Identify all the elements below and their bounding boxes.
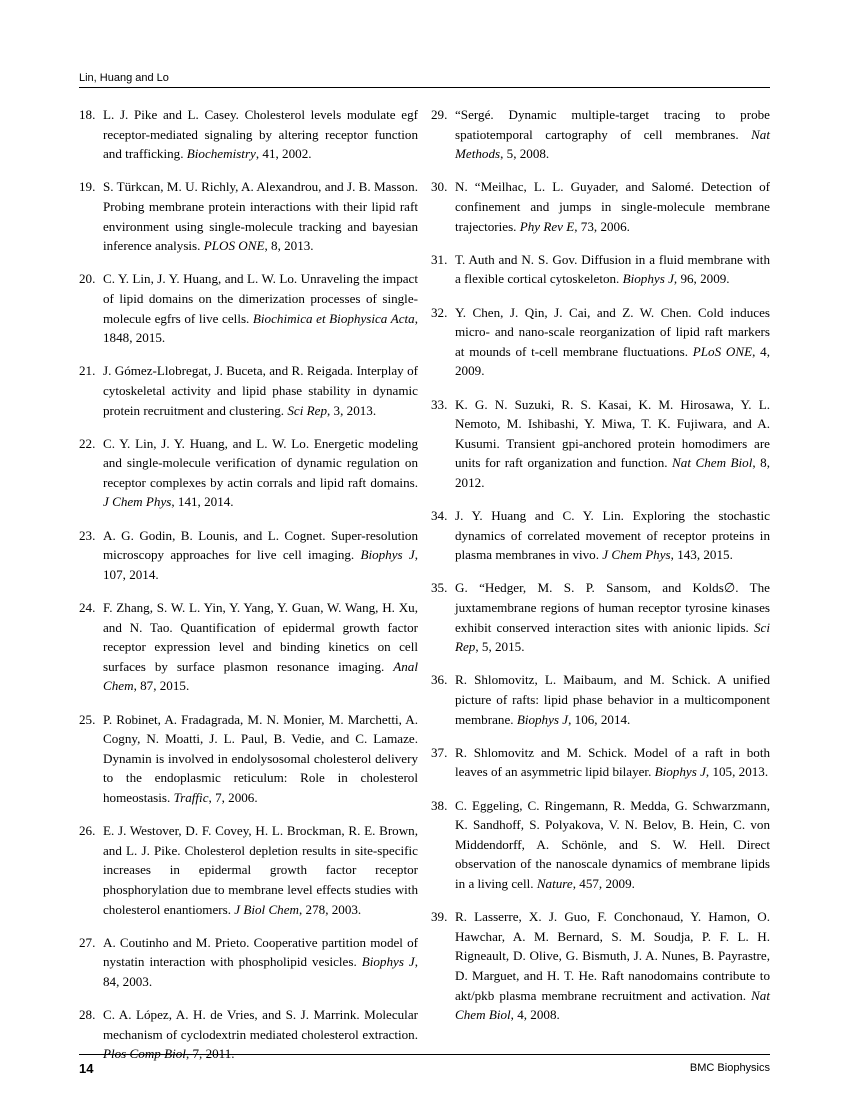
reference-item [431, 743, 770, 782]
reference-item [79, 710, 418, 808]
reference-venue: J Chem Phys [103, 494, 172, 510]
reference-venue: Plos Comp Biol [103, 1046, 186, 1062]
reference-venue: Biophys J [516, 711, 569, 727]
reference-text: F. Zhang, S. W. L. Yin, Y. Yang, Y. Guan, W. Wang, H. Xu, and N. Tao. Quantification of epidermal growth factor receptor expression level and binding kinetics on cell surfaces by surface plasmon resonance imaging. [103, 600, 418, 674]
reference-number: 25. [79, 711, 96, 727]
reference-text: S. Türkcan, M. U. Richly, A. Alexandrou, and J. B. Masson. Probing membrane protein interactions with their lipid raft environment using single-molecule tracking and bayesian inference analysis. [103, 179, 418, 254]
reference-details: , 73, 2006. [574, 218, 630, 234]
reference-details: , 143, 2015. [670, 547, 733, 563]
reference-details: , 5, 2008. [500, 146, 550, 162]
reference-venue: Phy Rev E [519, 218, 575, 234]
reference-number: 30. [431, 179, 448, 195]
reference-text: A. G. Godin, B. Lounis, and L. Cognet. Super-resolution microscopy approaches for live cell imaging. [103, 527, 418, 563]
reference-text: T. Auth and N. S. Gov. Diffusion in a fluid membrane with a flexible cortical cytoskeleton. [455, 251, 770, 287]
reference-details: , 4, 2009. [455, 343, 770, 379]
reference-item [431, 907, 770, 1025]
reference-text: R. Shlomovitz, L. Maibaum, and M. Schick. A unified picture of rafts: lipid phase behavior in a multicomponent membrane. [455, 672, 770, 727]
reference-item [431, 578, 770, 656]
reference-item [79, 526, 418, 585]
reference-item [79, 177, 418, 255]
reference-number: 31. [431, 251, 448, 267]
reference-details: , 106, 2014. [568, 711, 631, 727]
reference-item [431, 303, 770, 381]
reference-text: Y. Chen, J. Qin, J. Cai, and Z. W. Chen. Cold induces micro- and nano-scale reorganization of lipid raft markers at mounds of t-cell membrane fluctuations. [455, 304, 770, 359]
reference-text: P. Robinet, A. Fradagrada, M. N. Monier, M. Marchetti, A. Cogny, N. Moatti, J. L. Paul, B. Vedie, and C. Lamaze. Dynamin is involved in endolysosomal cholesterol delivery to the endoplasmic reticulum: Role in cholesterol homeostasis. [103, 711, 418, 805]
reference-venue: Nat Methods [455, 126, 770, 162]
reference-venue: Nat Chem Biol [455, 987, 770, 1023]
header-authors: Lin, Huang and Lo [79, 72, 169, 84]
reference-venue: Nature [536, 875, 573, 891]
reference-venue: Nat Chem Biol [672, 455, 753, 471]
reference-number: 35. [431, 580, 448, 596]
journal-name: BMC Biophysics [689, 1062, 770, 1074]
reference-text: N. “Meilhac, L. L. Guyader, and Salomé. Detection of confinement and jumps in single-molecule membrane trajectories. [455, 179, 770, 234]
reference-details: , 278, 2003. [299, 901, 362, 917]
reference-venue: Biochimica et Biophysica Acta [252, 310, 415, 326]
reference-number: 37. [431, 744, 448, 760]
reference-number: 21. [79, 363, 96, 379]
reference-text: C. Eggeling, C. Ringemann, R. Medda, G. Schwarzmann, K. Sandhoff, S. Polyakova, V. N. Belov, B. Hein, C. von Middendorff, A. Schönle, and S. W. Hell. Direct observation of the nanoscale dynamics of membrane lipids in a living cell. [455, 797, 770, 891]
reference-details: , 1848, 2015. [103, 310, 418, 346]
reference-venue: PLoS ONE [692, 343, 753, 359]
reference-text: C. Y. Lin, J. Y. Huang, and L. W. Lo. Energetic modeling and single-molecule verification of dynamic regulation on receptor complexes by actin corrals and lipid raft domains. [103, 435, 418, 490]
reference-details: , 105, 2013. [705, 764, 769, 780]
reference-number: 28. [79, 1007, 96, 1023]
reference-text: “Sergé. Dynamic multiple-target tracing to probe spatiotemporal cartography of cell membranes. [455, 107, 770, 142]
reference-item [79, 821, 418, 919]
reference-venue: Sci Rep [287, 402, 327, 418]
reference-details: , 3, 2013. [327, 402, 377, 418]
references-left-column [79, 105, 418, 1077]
reference-details: , 7, 2011. [185, 1046, 235, 1062]
reference-number: 20. [79, 271, 96, 287]
reference-item [79, 434, 418, 512]
reference-item [431, 796, 770, 894]
reference-number: 19. [79, 179, 96, 195]
reference-details: , 8, 2013. [264, 238, 314, 254]
reference-number: 32. [431, 304, 448, 320]
reference-item [431, 177, 770, 236]
reference-item [431, 670, 770, 729]
reference-details: , 107, 2014. [103, 547, 418, 582]
reference-number: 36. [431, 672, 448, 688]
page-number: 14 [79, 1061, 94, 1076]
reference-venue: Biophys J [622, 271, 674, 287]
reference-details: , 4, 2008. [510, 1007, 560, 1023]
reference-venue: Sci Rep [455, 619, 770, 655]
reference-number: 38. [431, 797, 448, 813]
reference-item [79, 269, 418, 347]
page-footer [79, 1054, 770, 1078]
reference-number: 22. [79, 435, 96, 451]
reference-number: 23. [79, 527, 96, 543]
reference-venue: Biophys J [654, 764, 706, 780]
reference-number: 27. [79, 934, 96, 950]
reference-venue: J Chem Phys [602, 547, 671, 563]
reference-item [79, 105, 418, 164]
reference-text: C. A. López, A. H. de Vries, and S. J. Marrink. Molecular mechanism of cyclodextrin mediated cholesterol extraction. [103, 1007, 418, 1042]
reference-item [431, 506, 770, 565]
reference-text: E. J. Westover, D. F. Covey, H. L. Brockman, R. E. Brown, and L. J. Pike. Cholesterol depletion results in site-specific increases in epidermal growth factor receptor phosphorylation due to membrane level effects studies with cholesterol enantiomers. [103, 823, 418, 917]
reference-details: , 5, 2015. [475, 639, 525, 655]
reference-item [79, 933, 418, 992]
reference-details: , 41, 2002. [255, 146, 312, 162]
reference-number: 33. [431, 396, 448, 412]
reference-item [431, 395, 770, 493]
reference-item [79, 361, 418, 420]
reference-item [79, 598, 418, 696]
reference-text: J. Y. Huang and C. Y. Lin. Exploring the stochastic dynamics of correlated movement of receptor proteins in plasma membranes in vivo. [455, 508, 770, 563]
references-right-column [431, 105, 770, 1038]
reference-venue: Biochemistry [186, 146, 256, 162]
reference-details: , 87, 2015. [133, 678, 190, 694]
reference-venue: Biophys J [361, 954, 415, 970]
reference-text: A. Coutinho and M. Prieto. Cooperative partition model of nystatin interaction with phospholipid vesicles. [103, 934, 418, 970]
reference-text: R. Shlomovitz and M. Schick. Model of a raft in both leaves of an asymmetric lipid bilayer. [455, 744, 770, 780]
reference-details: , 457, 2009. [572, 875, 635, 891]
reference-text: L. J. Pike and L. Casey. Cholesterol levels modulate egf receptor-mediated signaling by altering receptor function and trafficking. [103, 107, 418, 162]
reference-details: , 7, 2006. [208, 789, 258, 805]
reference-venue: J Biol Chem [234, 901, 299, 917]
reference-details: , 84, 2003. [103, 954, 418, 989]
reference-number: 29. [431, 107, 448, 122]
reference-venue: Anal Chem [103, 658, 418, 694]
reference-venue: Traffic [173, 789, 209, 805]
reference-text: K. G. N. Suzuki, R. S. Kasai, K. M. Hirosawa, Y. L. Nemoto, M. Ishibashi, Y. Miwa, T. K. Fujiwara, and A. Kusumi. Transient gpi-anchored protein homodimers are units for raft organization and function. [455, 396, 770, 471]
reference-number: 18. [79, 107, 96, 122]
running-header [79, 72, 770, 88]
reference-item [431, 105, 770, 164]
reference-venue: PLOS ONE [203, 238, 265, 254]
reference-details: , 96, 2009. [673, 271, 730, 287]
reference-text: C. Y. Lin, J. Y. Huang, and L. W. Lo. Unraveling the impact of lipid domains on the dimerization processes of single-molecule egfrs of live cells. [103, 271, 418, 326]
reference-number: 26. [79, 823, 96, 839]
reference-number: 34. [431, 508, 448, 524]
reference-venue: Biophys J [360, 547, 415, 563]
reference-text: J. Gómez-Llobregat, J. Buceta, and R. Reigada. Interplay of cytoskeletal activity and lipid phase stability in dynamic protein recruitment and clustering. [103, 363, 418, 418]
reference-details: , 8, 2012. [455, 455, 770, 490]
reference-details: , 141, 2014. [171, 494, 234, 510]
reference-text: R. Lasserre, X. J. Guo, F. Conchonaud, Y. Hamon, O. Hawchar, A. M. Bernard, S. M. Soudja, P. F. L. H. Rigneault, D. Olive, G. Bismuth, J. A. Nunes, B. Payrastre, D. Marguet, and H. T. He. Raft nanodomains contribute to akt/pkb plasma membrane recruitment and activation. [455, 909, 770, 1003]
reference-number: 39. [431, 909, 448, 925]
reference-number: 24. [79, 600, 96, 616]
reference-text: G. “Hedger, M. S. P. Sansom, and Kolds∅. The juxtamembrane regions of human receptor tyrosine kinases exhibit conserved interaction sites with anionic lipids. [455, 580, 770, 635]
reference-item [431, 250, 770, 289]
